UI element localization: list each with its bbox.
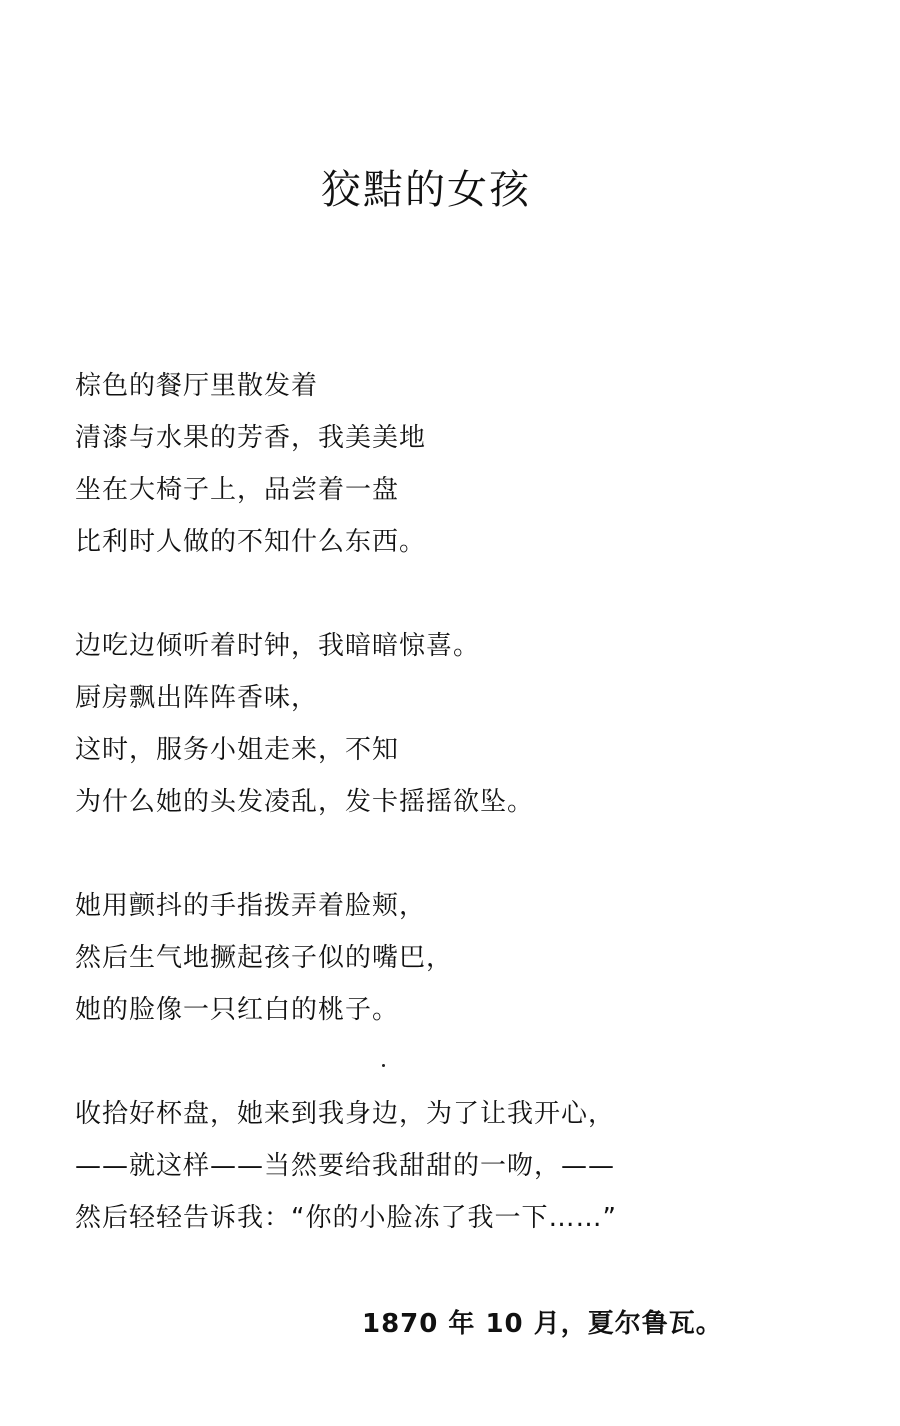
poem-line: 清漆与水果的芳香，我美美地 [75, 423, 427, 453]
poem-line: 然后生气地撅起孩子似的嘴巴， [75, 943, 454, 973]
poem-line: 收拾好杯盘，她来到我身边，为了让我开心， [75, 1099, 616, 1129]
stanza-1 [75, 360, 775, 568]
poem-line: 这时，服务小姐走来，不知 [75, 735, 400, 765]
poem-dateline: 1870 年 10 月，夏尔鲁瓦。 [362, 1309, 723, 1339]
poem-line: 她用颤抖的手指拨弄着脸颊， [75, 891, 427, 921]
poem-title: 狡黠的女孩 [321, 167, 531, 213]
poem-line: 边吃边倾听着时钟，我暗暗惊喜。 [75, 631, 481, 661]
poem-line: 为什么她的头发凌乱，发卡摇摇欲坠。 [75, 787, 535, 817]
stanza-3 [75, 880, 775, 1036]
poem-line: 她的脸像一只红白的桃子。 [75, 995, 400, 1025]
poem-line: ——就这样——当然要给我甜甜的一吻，—— [75, 1151, 616, 1181]
poem-line: 坐在大椅子上，品尝着一盘 [75, 475, 400, 505]
stanza-2 [75, 620, 775, 828]
poem-line: 比利时人做的不知什么东西。 [75, 527, 427, 557]
poem-line: 厨房飘出阵阵香味， [75, 683, 319, 713]
stray-dot [382, 1064, 385, 1067]
poem-line: 棕色的餐厅里散发着 [75, 371, 319, 401]
stanza-4 [75, 1088, 775, 1244]
poem-line: 然后轻轻告诉我：“你的小脸冻了我一下……” [75, 1203, 617, 1233]
